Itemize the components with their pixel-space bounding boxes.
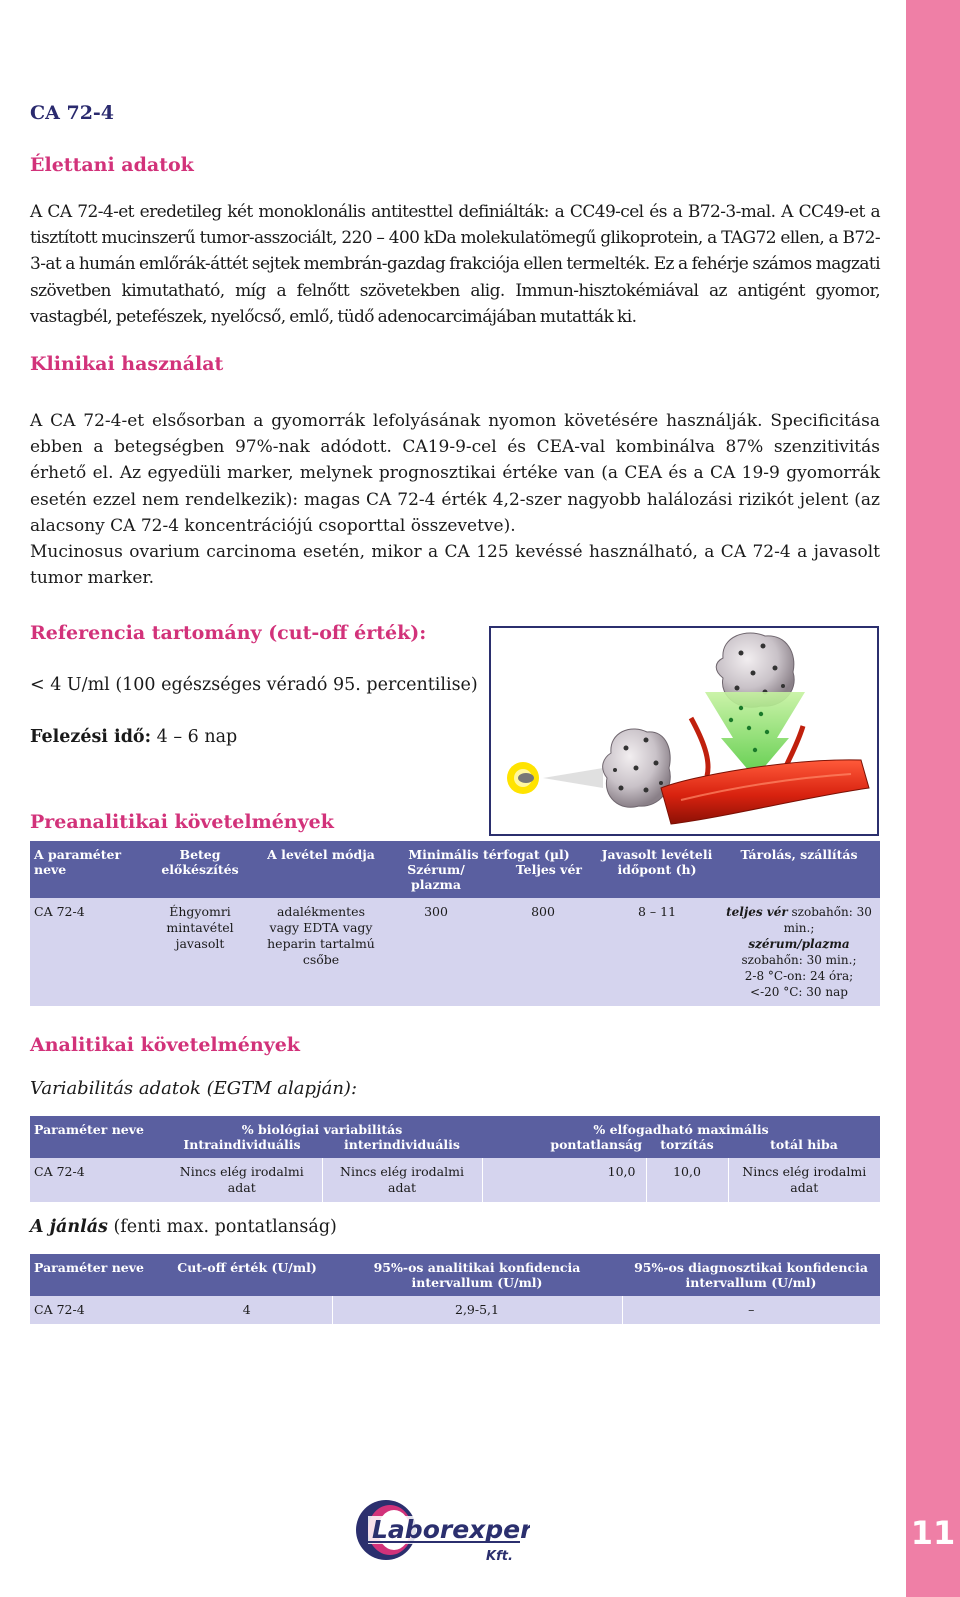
recommendation-table [30,1254,880,1324]
total-error-header: totál hiba [728,1137,880,1158]
laborexpert-logo [350,1494,530,1566]
rec-cell-diagnostic: – [622,1296,880,1324]
storage-text-4: <-20 °C: 30 nap [750,985,848,999]
logo-sub: Kft. [486,1549,513,1564]
rec-diagnostic-header: 95%-os diagnosztikai konfidencia intervallum (U/ml) [622,1254,880,1296]
table-row [30,1158,880,1202]
rec-cutoff-header: Cut-off érték (U/ml) [162,1254,332,1296]
volume-title: Minimális térfogat (µl) [408,847,570,862]
reference-value: < 4 U/ml (100 egészséges véradó 95. percentilise) [30,675,478,695]
page-sidebar [906,0,960,1597]
clinical-text-1: A CA 72-4-et elsősorban a gyomorrák lefolyásának nyomon követésére használják. Specificitása ebben a betegségben 97%-nak adódott. CA19-9-cel és CEA-val kombinálva 87% szenzitivitás érhető el. Az egyedüli marker, melynek prognosztikai értéke van (a CEA és a CA 19-9 gyomorrák esetén ezzel nem rendelkezik): magas CA 72-4 érték 4,2-szer nagyobb halálozási rizikót jelent (az alacsony CA 72-4 koncentrációjú csoporttal összevetve). [30,411,880,536]
storage-text-1: szobahőn: 30 min.; [783,905,872,935]
var-param-header: Paraméter neve [30,1116,162,1158]
storage-text-2: szobahőn: 30 min.; [741,953,857,967]
page-title: CA 72-4 [30,102,115,124]
reference-heading: Referencia tartomány (cut-off érték): [30,622,427,644]
rec-cell-param: CA 72-4 [30,1296,162,1324]
max-acceptable-header: % elfogadható maximális [482,1116,880,1137]
var-cell-inter: Nincs elég irodalmi adat [322,1158,482,1202]
cell-storage [718,898,880,1006]
recommendation-label: A jánlás [30,1217,108,1237]
blood-header: Teljes vér [515,862,582,877]
rec-cell-analytic: 2,9-5,1 [332,1296,622,1324]
preanalytic-heading: Preanalitikai követelmények [30,811,334,833]
half-life-label: Felezési idő: [30,727,152,747]
col-method-header: A levétel módja [260,841,382,898]
table-row [30,898,880,1006]
table-row [30,1296,880,1324]
storage-label-serum: szérum/plazma [748,937,850,951]
intra-header: Intraindividuális [162,1137,322,1158]
var-cell-precision: 10,0 [482,1158,646,1202]
physiology-text: A CA 72-4-et eredetileg két monoklonális antitesttel definiálták: a CC49-cel és a B72-3-mal. A CC49-et a tisztított mucinszerű tumor-asszociált, 220 – 400 kDa molekulatömegű glikoprotein, a TAG72 ellen, a B72-3-at a humán emlőrák-áttét sejtek membrán-gazdag frakciója ellen termelték. Ez a fehérje számos magzati szövetben kimutatható, míg a felnőtt szövetekben alig. Immun-hisztokémiával az antigént gyomor, vastagbél, petefészek, nyelőcső, emlő, tüdő adenocarcimájában mutatták ki. [30,202,880,327]
bias-header: torzítás [646,1137,728,1158]
rec-param-header: Paraméter neve [30,1254,162,1296]
col-volume-header [382,841,596,898]
var-cell-total: Nincs elég irodalmi adat [728,1158,880,1202]
variability-header-row-1 [30,1116,880,1137]
cell-param: CA 72-4 [30,898,140,1006]
col-time-header: Javasolt levételi időpont (h) [596,841,718,898]
cell-method: adalékmentes vagy EDTA vagy heparin tartalmú csőbe [260,898,382,1006]
half-life [30,727,237,747]
variability-table [30,1116,880,1202]
col-patient-header: Beteg előkészítés [140,841,260,898]
cell-time: 8 – 11 [596,898,718,1006]
page-number: 11 [910,1514,956,1552]
cell-serum: 300 [382,898,490,1006]
recommendation-header-row [30,1254,880,1296]
rec-cell-cutoff: 4 [162,1296,332,1324]
serum-header: Szérum/ plazma [407,862,465,892]
col-param-header: A paraméter neve [30,841,140,898]
storage-text-3: 2-8 °C-on: 24 óra; [744,969,854,983]
inter-header: interindividuális [322,1137,482,1158]
col-storage-header: Tárolás, szállítás [718,841,880,898]
var-cell-bias: 10,0 [646,1158,728,1202]
physiology-heading: Élettani adatok [30,154,194,176]
storage-label-blood: teljes vér [726,905,788,919]
recommendation-heading [30,1217,337,1237]
var-cell-param: CA 72-4 [30,1158,162,1202]
clinical-heading: Klinikai használat [30,353,224,375]
logo-text: Laborexpert [372,1515,530,1544]
preanalytic-table [30,841,880,1006]
clinical-text-2: Mucinosus ovarium carcinoma esetén, mikor a CA 125 kevéssé használható, a CA 72-4 a javasolt tumor marker. [30,542,880,589]
variability-heading: Variabilitás adatok (EGTM alapján): [30,1078,358,1099]
recommendation-note: (fenti max. pontatlanság) [107,1217,337,1237]
preanalytic-header-row [30,841,880,898]
var-cell-intra: Nincs elég irodalmi adat [162,1158,322,1202]
precision-header: pontatlanság [482,1137,646,1158]
analytic-heading: Analitikai követelmények [30,1034,300,1056]
tumor-illustration-graphic [491,628,876,833]
tumor-illustration [489,626,879,836]
cell-blood: 800 [490,898,596,1006]
half-life-value: 4 – 6 nap [151,727,238,747]
rec-analytic-header: 95%-os analitikai konfidencia intervallum (U/ml) [332,1254,622,1296]
cell-patient: Éhgyomri mintavétel javasolt [140,898,260,1006]
bio-variability-header: % biológiai variabilitás [162,1116,482,1137]
logo-graphic [350,1494,530,1566]
